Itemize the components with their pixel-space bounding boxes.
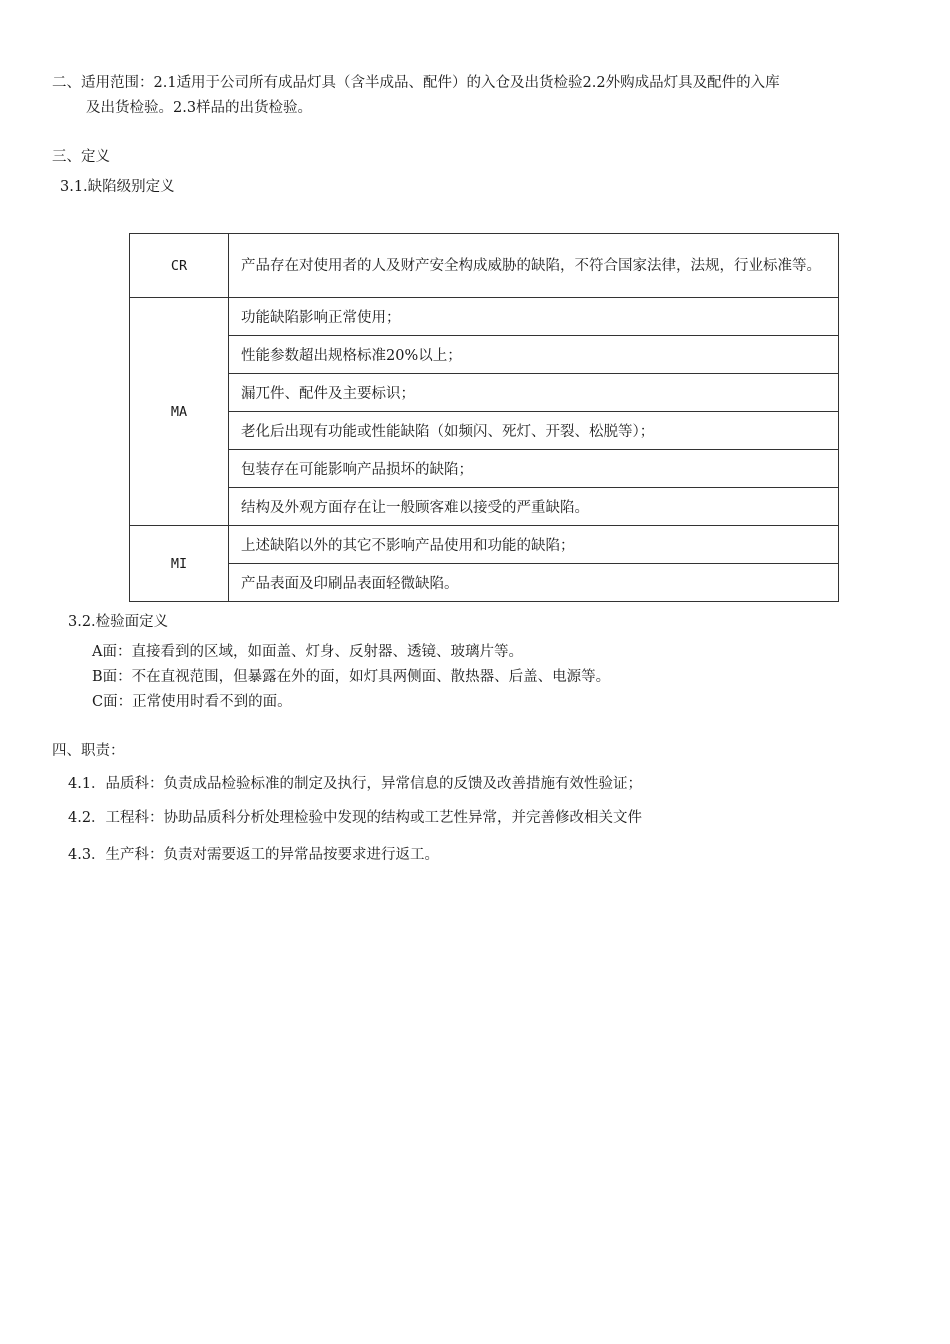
table-row <box>130 374 839 412</box>
duty-item-production: 4.3．生产科：负责对需要返工的异常品按要求进行返工。 <box>68 847 440 863</box>
scope-line-2: 及出货检验。2.3样品的出货检验。 <box>86 100 313 116</box>
surface-b: B面：不在直视范围，但暴露在外的面，如灯具两侧面、散热器、后盖、电源等。 <box>92 669 611 685</box>
duty-item-quality: 4.1．品质科：负责成品检验标准的制定及执行，异常信息的反馈及改善措施有效性验证； <box>68 776 643 792</box>
scope-line-1: 二、适用范围：2.1适用于公司所有成品灯具（含半成品、配件）的入仓及出货检验2.2外购成品灯具及配件的入库 <box>52 75 780 91</box>
ma-item: 漏兀件、配件及主要标识； <box>229 374 839 412</box>
duty-item-engineering: 4.2．工程科：协助品质科分析处理检验中发现的结构或工艺性异常，并完善修改相关文件 <box>68 810 643 826</box>
table-row <box>130 450 839 488</box>
duties-heading: 四、职责： <box>52 743 125 759</box>
table-row <box>130 488 839 526</box>
level-mi: MI <box>130 526 229 602</box>
defect-level-heading: 3.1.缺陷级别定义 <box>60 179 175 195</box>
surface-heading: 3.2.检验面定义 <box>68 614 169 630</box>
mi-item: 上述缺陷以外的其它不影响产品使用和功能的缺陷； <box>229 526 839 564</box>
defect-level-table <box>129 233 839 602</box>
table-row <box>130 412 839 450</box>
cr-item: 产品存在对使用者的人及财产安全构成威胁的缺陷，不符合国家法律，法规，行业标准等。 <box>229 234 839 298</box>
ma-item: 性能参数超出规格标准20%以上； <box>229 336 839 374</box>
ma-item: 包装存在可能影响产品损坏的缺陷； <box>229 450 839 488</box>
table-row <box>130 526 839 564</box>
ma-item: 功能缺陷影响正常使用； <box>229 298 839 336</box>
table-row <box>130 564 839 602</box>
level-cr: CR <box>130 234 229 298</box>
mi-item: 产品表面及印刷品表面轻微缺陷。 <box>229 564 839 602</box>
table-row <box>130 234 839 298</box>
table-row <box>130 336 839 374</box>
table-row <box>130 298 839 336</box>
surface-a: A面：直接看到的区域，如面盖、灯身、反射器、透镜、玻璃片等。 <box>92 644 523 660</box>
ma-item: 老化后出现有功能或性能缺陷（如频闪、死灯、开裂、松脱等）； <box>229 412 839 450</box>
surface-c: C面：正常使用时看不到的面。 <box>92 694 292 710</box>
level-ma: MA <box>130 298 229 526</box>
ma-item: 结构及外观方面存在让一般顾客难以接受的严重缺陷。 <box>229 488 839 526</box>
definitions-heading: 三、定义 <box>52 149 110 165</box>
